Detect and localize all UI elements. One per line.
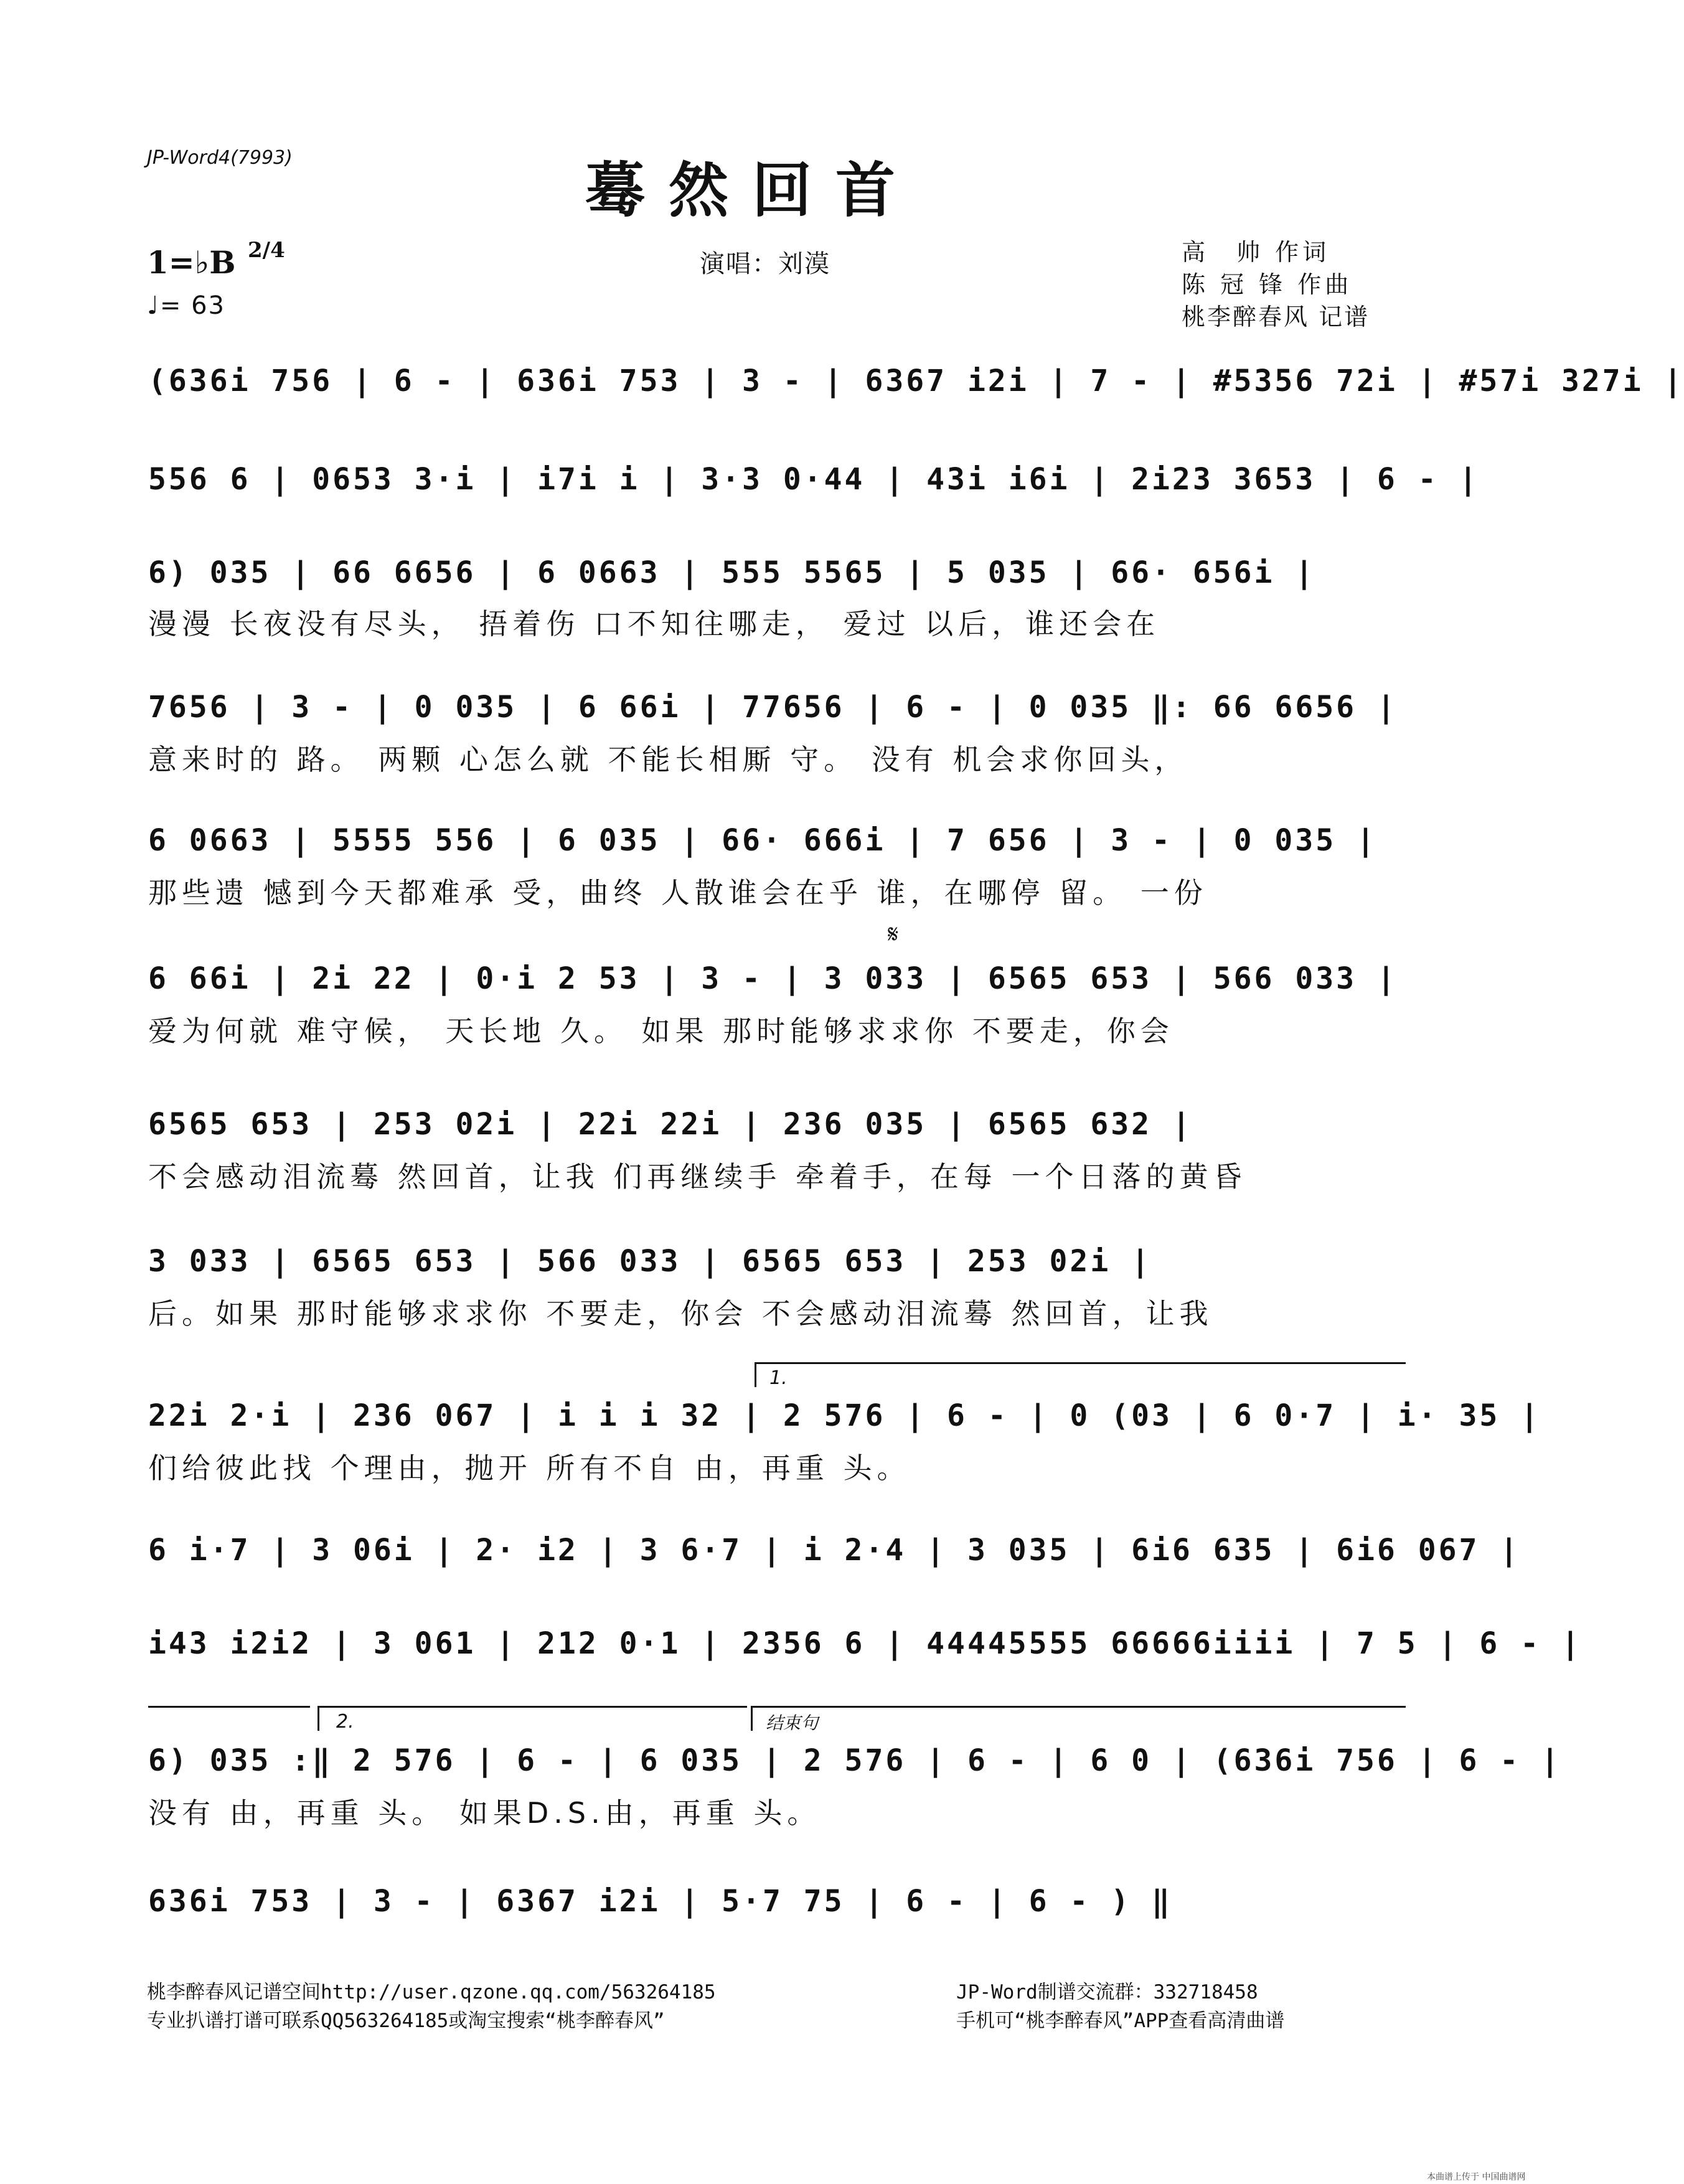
time-signature: 2/4	[248, 238, 285, 263]
composer-credit: 陈 冠 锋 作曲	[1182, 271, 1353, 298]
system-8-notes: 3 033 | 6565 653 | 566 033 | 6565 653 | 253 02i |	[148, 1244, 1152, 1279]
system-8-lyrics: 后。如果 那时能够求求你 不要走，你会 不会感动泪流蓦 然回首，让我	[148, 1297, 1213, 1330]
system-5-lyrics: 那些遗 憾到今天都难承 受，曲终 人散谁会在乎 谁，在哪停 留。 一份	[148, 876, 1208, 910]
volta-1-label: 1.	[769, 1367, 788, 1389]
system-1-notes: (636i 756 | 6 - | 636i 753 | 3 - | 6367 i2i | 7 - | #5356 72i | #57i 327i |	[148, 364, 1684, 398]
system-3-notes: 6) 035 | 66 6656 | 6 0663 | 555 5565 | 5 035 | 66· 656i |	[148, 555, 1316, 590]
singer-credit: 演唱：刘漠	[700, 250, 830, 278]
footer-right-line-2: 手机可“桃李醉春风”APP查看高清曲谱	[956, 2010, 1285, 2032]
volta-2-label: 2.	[336, 1711, 354, 1733]
volta-2-bracket	[318, 1706, 747, 1708]
system-9-lyrics: 们给彼此找 个理由，抛开 所有不自 由，再重 头。	[148, 1451, 911, 1485]
key-signature: 1=♭B	[147, 244, 236, 281]
segno-mark: 𝄋	[888, 920, 899, 949]
system-3-lyrics: 漫漫 长夜没有尽头， 捂着伤 口不知往哪走， 爱过 以后，谁还会在	[148, 607, 1160, 641]
system-7-notes: 6565 653 | 253 02i | 22i 22i | 236 035 | 6565 632 |	[148, 1107, 1193, 1142]
system-6-lyrics: 爱为何就 难守候， 天长地 久。 如果 那时能够求求你 不要走，你会	[148, 1014, 1174, 1048]
system-4-notes: 7656 | 3 - | 0 035 | 6 66i | 77656 | 6 - | 0 035 ‖: 66 6656 |	[148, 690, 1398, 725]
volta-1-bracket	[755, 1362, 1406, 1364]
footer-left-line-2: 专业扒谱打谱可联系QQ563264185或淘宝搜索“桃李醉春风”	[147, 2010, 665, 2032]
system-13-notes: 636i 753 | 3 - | 6367 i2i | 5·7 75 | 6 - | 6 - ) ‖	[148, 1884, 1172, 1919]
system-6-notes: 6 66i | 2i 22 | 0·i 2 53 | 3 - | 3 033 | 6565 653 | 566 033 |	[148, 961, 1398, 996]
ending-bracket-edge	[751, 1706, 753, 1731]
system-4-lyrics: 意来时的 路。 两颗 心怎么就 不能长相厮 守。 没有 机会求你回头，	[148, 743, 1188, 776]
lyricist-credit: 高 帅 作词	[1182, 238, 1330, 266]
footer-right-line-1: JP-Word制谱交流群：332718458	[956, 1981, 1258, 2003]
ending-label: 结束句	[766, 1713, 819, 1733]
volta-1-bracket-continued	[148, 1706, 310, 1708]
system-11-notes: i43 i2i2 | 3 061 | 212 0·1 | 2356 6 | 44445555 66666iiii | 7 5 | 6 - |	[148, 1626, 1582, 1661]
system-5-notes: 6 0663 | 5555 556 | 6 035 | 66· 666i | 7 656 | 3 - | 0 035 |	[148, 823, 1377, 858]
system-7-lyrics: 不会感动泪流蓦 然回首，让我 们再继续手 牵着手，在每 一个日落的黄昏	[148, 1160, 1247, 1193]
footer-left-line-1: 桃李醉春风记谱空间http://user.qzone.qq.com/563264185	[147, 1981, 716, 2003]
volta-2-bracket-edge	[318, 1706, 319, 1731]
page-title: 蓦然回首	[585, 155, 919, 225]
transcriber-credit: 桃李醉春风 记谱	[1182, 303, 1370, 331]
tempo-marking: ♩= 63	[147, 291, 225, 320]
system-2-notes: 556 6 | 0653 3·i | i7i i | 3·3 0·44 | 43i i6i | 2i23 3653 | 6 - |	[148, 462, 1480, 497]
watermark: 本曲谱上传于 中国曲谱网	[1427, 2172, 1526, 2182]
ending-bracket	[751, 1706, 1406, 1708]
software-tag: JP-Word4(7993)	[147, 147, 293, 169]
system-10-notes: 6 i·7 | 3 06i | 2· i2 | 3 6·7 | i 2·4 | 3 035 | 6i6 635 | 6i6 067 |	[148, 1533, 1521, 1568]
system-9-notes: 22i 2·i | 236 067 | i i i 32 | 2 576 | 6 - | 0 (03 | 6 0·7 | i· 35 |	[148, 1398, 1541, 1433]
system-12-lyrics: 没有 由，再重 头。 如果D.S.由，再重 头。	[148, 1796, 821, 1830]
volta-1-bracket-edge	[755, 1362, 756, 1387]
system-12-notes: 6) 035 :‖ 2 576 | 6 - | 6 035 | 2 576 | 6 - | 6 0 | (636i 756 | 6 - |	[148, 1743, 1561, 1778]
